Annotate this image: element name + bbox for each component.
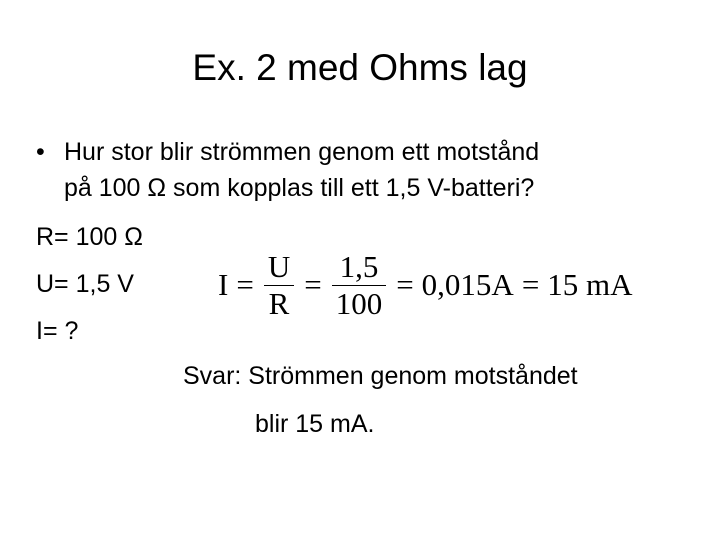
answer-line-1: Svar: Strömmen genom motståndet <box>183 362 578 390</box>
fraction-values <box>332 249 387 322</box>
formula-equals-1: = <box>236 267 254 302</box>
formula-equals-4: = <box>521 267 540 302</box>
question-line-2: på 100 Ω som kopplas till ett 1,5 V-batteri? <box>64 174 535 202</box>
fraction-denominator-value: 100 <box>335 285 383 321</box>
formula-equals-3: = <box>396 267 414 302</box>
question-line-1: Hur stor blir strömmen genom ett motstånd <box>64 138 540 166</box>
formula-lhs: I <box>218 267 229 302</box>
formula-result-milliamperes: 15 mA <box>547 267 633 302</box>
given-voltage: U= 1,5 V <box>36 270 134 298</box>
bullet-dot: • <box>36 138 45 166</box>
answer-line-2: blir 15 mA. <box>255 410 375 438</box>
fraction-numerator-value: 1,5 <box>339 248 379 284</box>
fraction-u-over-r <box>264 249 294 322</box>
slide-title: Ex. 2 med Ohms lag <box>192 47 528 88</box>
formula-result-amperes: 0,015A <box>421 267 514 302</box>
fraction-denominator-r: R <box>268 285 290 321</box>
ohms-law-formula <box>216 240 635 330</box>
formula-equals-2: = <box>304 267 322 302</box>
given-resistance: R= 100 Ω <box>36 223 143 251</box>
fraction-numerator-u: U <box>267 248 291 284</box>
given-current: I= ? <box>36 317 79 345</box>
question-bullet <box>36 134 539 170</box>
